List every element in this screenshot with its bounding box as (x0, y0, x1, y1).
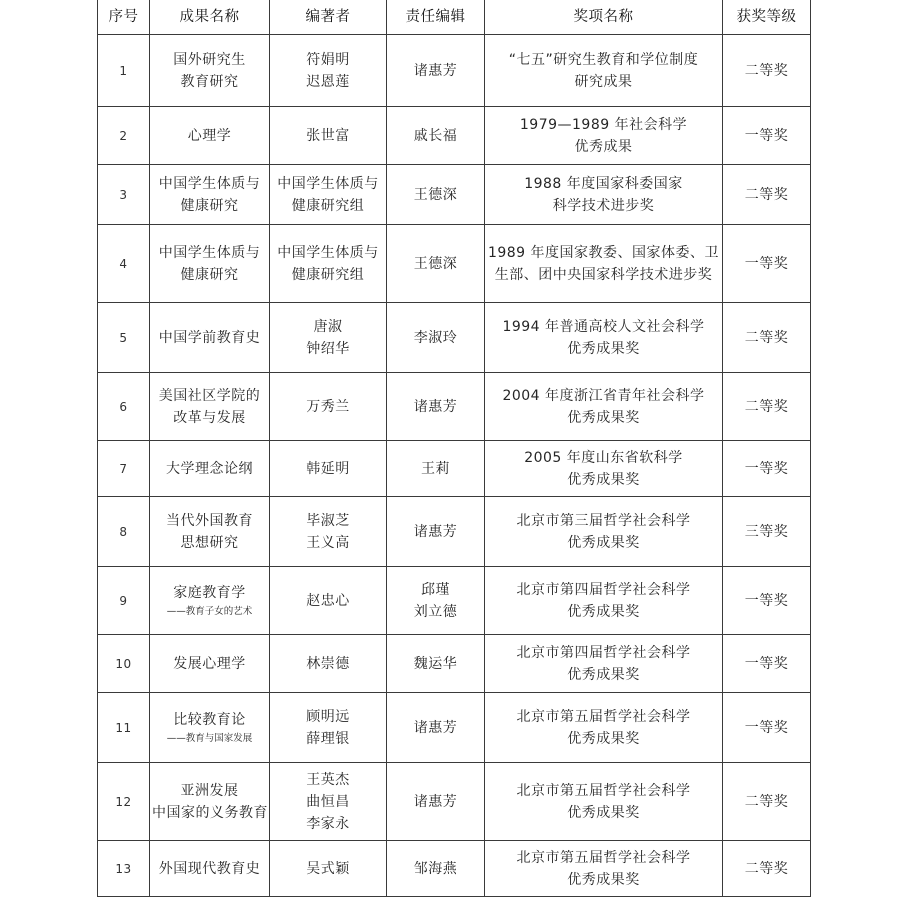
cell-line: 国外研究生 (173, 51, 246, 68)
cell-line: 优秀成果奖 (567, 804, 640, 821)
cell-no: 3 (98, 165, 150, 225)
cell-no: 11 (98, 693, 150, 763)
cell-line: 大学理念论纲 (166, 460, 253, 477)
cell-no: 6 (98, 373, 150, 441)
table-row (98, 441, 811, 497)
cell-level: 一等奖 (723, 635, 811, 693)
cell-line: 中国学前教育史 (158, 329, 261, 346)
cell-no: 8 (98, 497, 150, 567)
cell-no: 7 (98, 441, 150, 497)
cell-editor (387, 693, 485, 763)
cell-line: 1994 年普通高校人文社会科学 (502, 318, 705, 335)
cell-level: 一等奖 (723, 441, 811, 497)
cell-line: 北京市第四届哲学社会科学 (516, 644, 691, 661)
cell-line: 赵忠心 (306, 592, 350, 609)
cell-line: 中国学生体质与 (158, 175, 261, 192)
cell-editor (387, 373, 485, 441)
cell-line: 1988 年度国家科委国家 (524, 175, 683, 192)
cell-award (485, 567, 723, 635)
cell-editor (387, 107, 485, 165)
cell-title (150, 35, 270, 107)
table-row (98, 497, 811, 567)
cell-line: 优秀成果奖 (567, 471, 640, 488)
cell-authors (270, 373, 387, 441)
cell-line: 王德深 (413, 255, 458, 272)
cell-award (485, 841, 723, 897)
cell-level: 三等奖 (723, 497, 811, 567)
cell-title (150, 567, 270, 635)
table-row (98, 693, 811, 763)
cell-editor (387, 497, 485, 567)
cell-level: 二等奖 (723, 303, 811, 373)
cell-authors (270, 107, 387, 165)
cell-award (485, 35, 723, 107)
cell-line: 心理学 (187, 127, 232, 144)
cell-line: 思想研究 (180, 534, 239, 551)
cell-award (485, 303, 723, 373)
cell-line: 吴式颖 (306, 860, 350, 877)
cell-line: 魏运华 (413, 655, 458, 672)
cell-line: 迟恩莲 (306, 73, 350, 90)
cell-line: 诸惠芳 (413, 523, 458, 540)
cell-no: 1 (98, 35, 150, 107)
cell-level: 二等奖 (723, 373, 811, 441)
cell-line: 诸惠芳 (413, 793, 458, 810)
cell-line: 薛理银 (306, 730, 350, 747)
cell-authors (270, 693, 387, 763)
cell-line: 2005 年度山东省软科学 (524, 449, 683, 466)
cell-editor (387, 303, 485, 373)
table-row (98, 373, 811, 441)
cell-editor (387, 165, 485, 225)
table-row (98, 567, 811, 635)
cell-line: 钟绍华 (306, 340, 350, 357)
cell-line: 优秀成果奖 (567, 340, 640, 357)
cell-line: 李家永 (306, 815, 350, 832)
header-title: 成果名称 (150, 0, 270, 35)
table-row (98, 225, 811, 303)
header-award: 奖项名称 (485, 0, 723, 35)
table-header-row (98, 0, 811, 35)
cell-award (485, 107, 723, 165)
cell-line: 顾明远 (306, 708, 350, 725)
cell-award (485, 497, 723, 567)
cell-subtitle: ——教育子女的艺术 (166, 606, 253, 617)
cell-level: 一等奖 (723, 225, 811, 303)
cell-editor (387, 763, 485, 841)
cell-line: 优秀成果奖 (567, 409, 640, 426)
cell-line: 优秀成果奖 (567, 730, 640, 747)
cell-title (150, 225, 270, 303)
table-row (98, 763, 811, 841)
cell-no: 13 (98, 841, 150, 897)
cell-line: 邹海燕 (413, 860, 458, 877)
cell-no: 4 (98, 225, 150, 303)
cell-line: 王英杰 (306, 771, 350, 788)
header-editor: 责任编辑 (387, 0, 485, 35)
cell-no: 5 (98, 303, 150, 373)
cell-line: 诸惠芳 (413, 62, 458, 79)
cell-line: 北京市第三届哲学社会科学 (516, 512, 691, 529)
cell-line: 王德深 (413, 186, 458, 203)
cell-award (485, 165, 723, 225)
cell-line: 美国社区学院的 (158, 387, 261, 404)
cell-level: 二等奖 (723, 35, 811, 107)
header-level: 获奖等级 (723, 0, 811, 35)
cell-level: 一等奖 (723, 567, 811, 635)
cell-title (150, 693, 270, 763)
cell-line: 研究成果 (574, 73, 633, 90)
cell-no: 2 (98, 107, 150, 165)
cell-title (150, 441, 270, 497)
cell-authors (270, 841, 387, 897)
cell-title (150, 763, 270, 841)
cell-line: 改革与发展 (173, 409, 246, 426)
cell-line: 健康研究组 (291, 266, 365, 283)
cell-line: 符娟明 (306, 51, 350, 68)
cell-editor (387, 441, 485, 497)
cell-no: 12 (98, 763, 150, 841)
cell-line: 北京市第五届哲学社会科学 (516, 849, 691, 866)
cell-authors (270, 497, 387, 567)
header-no: 序号 (98, 0, 150, 35)
cell-line: 优秀成果奖 (567, 871, 640, 888)
cell-line: 中国学生体质与 (277, 244, 379, 261)
cell-line: 毕淑芝 (306, 512, 350, 529)
cell-authors (270, 165, 387, 225)
cell-line: 优秀成果奖 (567, 666, 640, 683)
cell-line: 刘立德 (413, 603, 458, 620)
cell-line: 诸惠芳 (413, 719, 458, 736)
table-row (98, 841, 811, 897)
cell-line: 戚长福 (413, 127, 458, 144)
cell-line: 当代外国教育 (166, 512, 253, 529)
cell-line: 邱瑾 (421, 581, 450, 598)
cell-line: 健康研究组 (291, 197, 365, 214)
cell-line: 万秀兰 (306, 398, 350, 415)
cell-line: 韩延明 (306, 460, 350, 477)
cell-line: 优秀成果 (574, 138, 633, 155)
cell-line: 王莉 (421, 460, 450, 477)
cell-line: 家庭教育学 (173, 585, 246, 601)
cell-line: 比较教育论 (173, 712, 246, 728)
cell-line: 1989 年度国家教委、国家体委、卫 (487, 244, 720, 261)
cell-authors (270, 35, 387, 107)
header-authors: 编著者 (270, 0, 387, 35)
cell-line: 中国家的义务教育 (152, 804, 268, 821)
cell-line: 1979—1989 年社会科学 (519, 116, 688, 133)
cell-line: “七五”研究生教育和学位制度 (508, 51, 699, 68)
cell-award (485, 763, 723, 841)
cell-line: 教育研究 (180, 73, 239, 90)
table-row (98, 303, 811, 373)
cell-authors (270, 567, 387, 635)
table-row (98, 35, 811, 107)
cell-line: 林崇德 (306, 655, 350, 672)
cell-authors (270, 635, 387, 693)
cell-level: 一等奖 (723, 107, 811, 165)
cell-title (150, 165, 270, 225)
cell-no: 9 (98, 567, 150, 635)
cell-line: 生部、团中央国家科学技术进步奖 (494, 266, 713, 283)
cell-line: 优秀成果奖 (567, 603, 640, 620)
cell-award (485, 441, 723, 497)
cell-line: 发展心理学 (173, 655, 246, 672)
cell-award (485, 635, 723, 693)
cell-line: 健康研究 (180, 266, 239, 283)
cell-award (485, 693, 723, 763)
cell-line: 北京市第五届哲学社会科学 (516, 782, 691, 799)
cell-award (485, 373, 723, 441)
cell-level: 二等奖 (723, 165, 811, 225)
cell-line: 李淑玲 (413, 329, 458, 346)
cell-line: 诸惠芳 (413, 398, 458, 415)
cell-award (485, 225, 723, 303)
cell-line: 王义高 (306, 534, 350, 551)
table-row (98, 165, 811, 225)
cell-editor (387, 225, 485, 303)
cell-authors (270, 441, 387, 497)
cell-editor (387, 35, 485, 107)
cell-line: 科学技术进步奖 (552, 197, 655, 214)
cell-line: 中国学生体质与 (158, 244, 261, 261)
cell-title (150, 497, 270, 567)
cell-line: 健康研究 (180, 197, 239, 214)
cell-line: 优秀成果奖 (567, 534, 640, 551)
cell-title (150, 373, 270, 441)
cell-authors (270, 225, 387, 303)
award-table (97, 0, 811, 897)
table-body (98, 35, 811, 897)
cell-editor (387, 635, 485, 693)
cell-level: 二等奖 (723, 763, 811, 841)
cell-editor (387, 567, 485, 635)
table-row (98, 635, 811, 693)
cell-level: 二等奖 (723, 841, 811, 897)
cell-line: 北京市第四届哲学社会科学 (516, 581, 691, 598)
cell-title (150, 303, 270, 373)
cell-line: 唐淑 (313, 318, 343, 335)
cell-title (150, 107, 270, 165)
cell-line: 亚洲发展 (180, 782, 239, 799)
cell-subtitle: ——教育与国家发展 (166, 733, 253, 744)
cell-authors (270, 303, 387, 373)
cell-line: 外国现代教育史 (158, 860, 261, 877)
cell-editor (387, 841, 485, 897)
cell-line: 北京市第五届哲学社会科学 (516, 708, 691, 725)
cell-level: 一等奖 (723, 693, 811, 763)
cell-line: 张世富 (306, 127, 350, 144)
table-row (98, 107, 811, 165)
cell-authors (270, 763, 387, 841)
cell-line: 2004 年度浙江省青年社会科学 (502, 387, 705, 404)
cell-title (150, 635, 270, 693)
cell-line: 曲恒昌 (306, 793, 350, 810)
cell-line: 中国学生体质与 (277, 175, 379, 192)
cell-title (150, 841, 270, 897)
cell-no: 10 (98, 635, 150, 693)
